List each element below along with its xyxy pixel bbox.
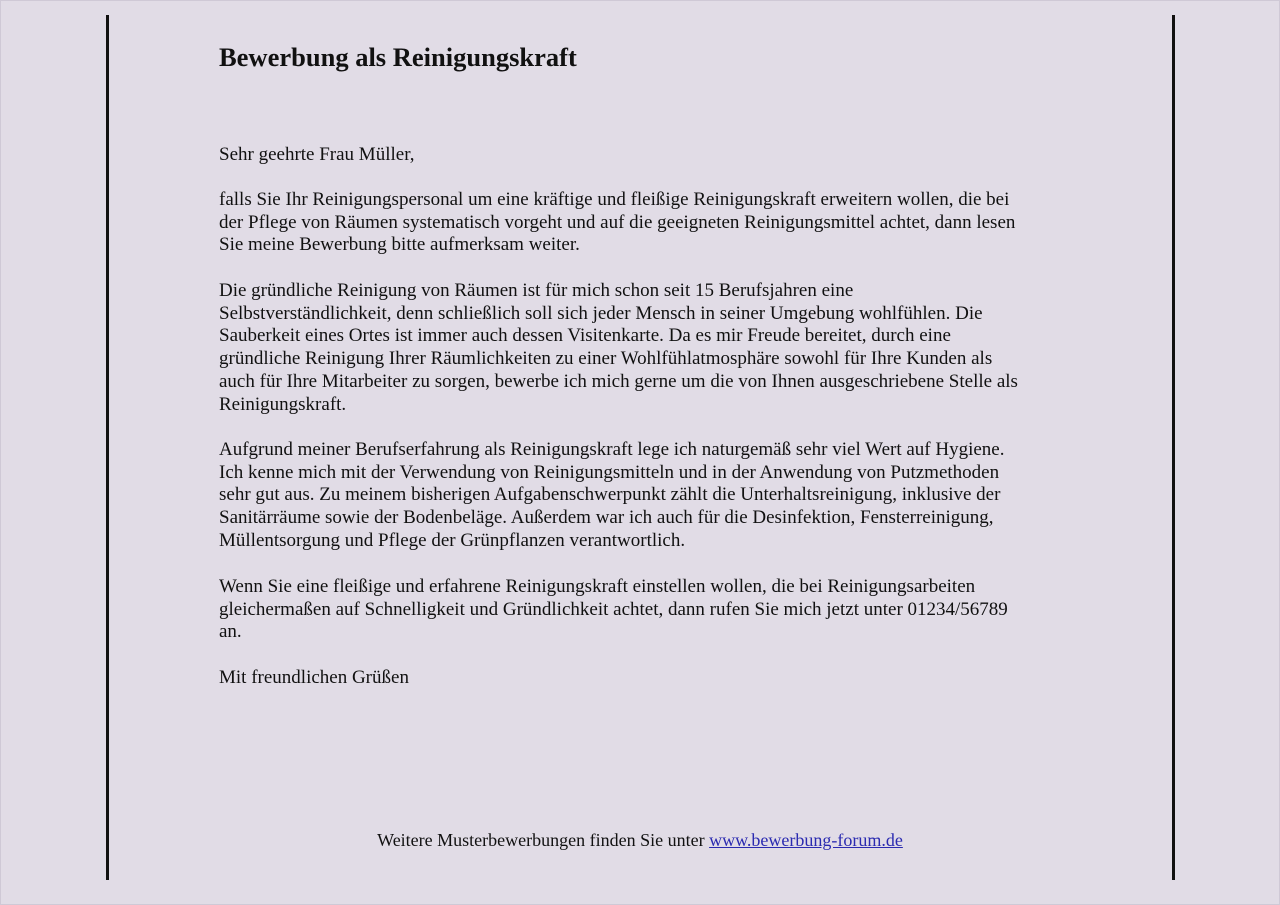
closing xyxy=(219,667,409,690)
right-border-line xyxy=(1172,15,1175,880)
left-border-line xyxy=(106,15,109,880)
text-line: Die gründliche Reinigung von Räumen ist für mich schon seit 15 Berufsjahren eine xyxy=(219,280,854,301)
footer xyxy=(0,830,1280,851)
text-line: Wenn Sie eine fleißige und erfahrene Reinigungskraft einstellen wollen, die bei Reinigungsarbeiten xyxy=(219,576,976,597)
text-line: Müllentsorgung und Pflege der Grünpflanzen verantwortlich. xyxy=(219,529,686,551)
text-line: auch für Ihre Mitarbeiter zu sorgen, bewerbe ich mich gerne um die von Ihnen ausgeschriebene Stelle als xyxy=(219,370,1018,392)
text-line: Aufgrund meiner Berufserfahrung als Reinigungskraft lege ich naturgemäß sehr viel Wert auf Hygiene. xyxy=(219,439,1005,460)
text-line: Sie meine Bewerbung bitte aufmerksam weiter. xyxy=(219,234,580,256)
text-line: Sauberkeit eines Ortes ist immer auch dessen Visitenkarte. Da es mir Freude bereitet, durch eine xyxy=(219,325,951,347)
text-line: Selbstverständlichkeit, denn schließlich soll sich jeder Mensch in seiner Umgebung wohlfühlen. Die xyxy=(219,302,983,324)
paragraph-4 xyxy=(219,576,1008,644)
text-line: der Pflege von Räumen systematisch vorgeht und auf die geeigneten Reinigungsmittel achtet, dann lesen xyxy=(219,211,1016,233)
closing-text: Mit freundlichen Grüßen xyxy=(219,667,409,688)
document-title: Bewerbung als Reinigungskraft xyxy=(219,42,577,72)
paragraph-3 xyxy=(219,439,1005,553)
salutation xyxy=(219,144,415,167)
text-line: falls Sie Ihr Reinigungspersonal um eine kräftige und fleißige Reinigungskraft erweitern wollen, die bei xyxy=(219,189,1010,210)
text-line: Ich kenne mich mit der Verwendung von Reinigungsmitteln und in der Anwendung von Putzmethoden xyxy=(219,461,1000,483)
website-link[interactable]: www.bewerbung-forum.de xyxy=(709,830,903,850)
text-line: gleichermaßen auf Schnelligkeit und Gründlichkeit achtet, dann rufen Sie mich jetzt unter 01234/56789 xyxy=(219,598,1008,620)
text-line: gründliche Reinigung Ihrer Räumlichkeiten zu einer Wohlfühlatmosphäre sowohl für Ihre Kunden als xyxy=(219,348,993,370)
salutation-text: Sehr geehrte Frau Müller, xyxy=(219,144,415,165)
paragraph-1 xyxy=(219,189,1015,257)
paragraph-2 xyxy=(219,280,1018,416)
text-line: Sanitärräume sowie der Bodenbeläge. Außerdem war ich auch für die Desinfektion, Fensterreinigung, xyxy=(219,507,994,529)
text-line: Reinigungskraft. xyxy=(219,393,347,415)
footer-text: Weitere Musterbewerbungen finden Sie unter xyxy=(377,830,710,850)
text-line: an. xyxy=(219,621,242,643)
text-line: sehr gut aus. Zu meinem bisherigen Aufgabenschwerpunkt zählt die Unterhaltsreinigung, inklusive der xyxy=(219,484,1001,506)
